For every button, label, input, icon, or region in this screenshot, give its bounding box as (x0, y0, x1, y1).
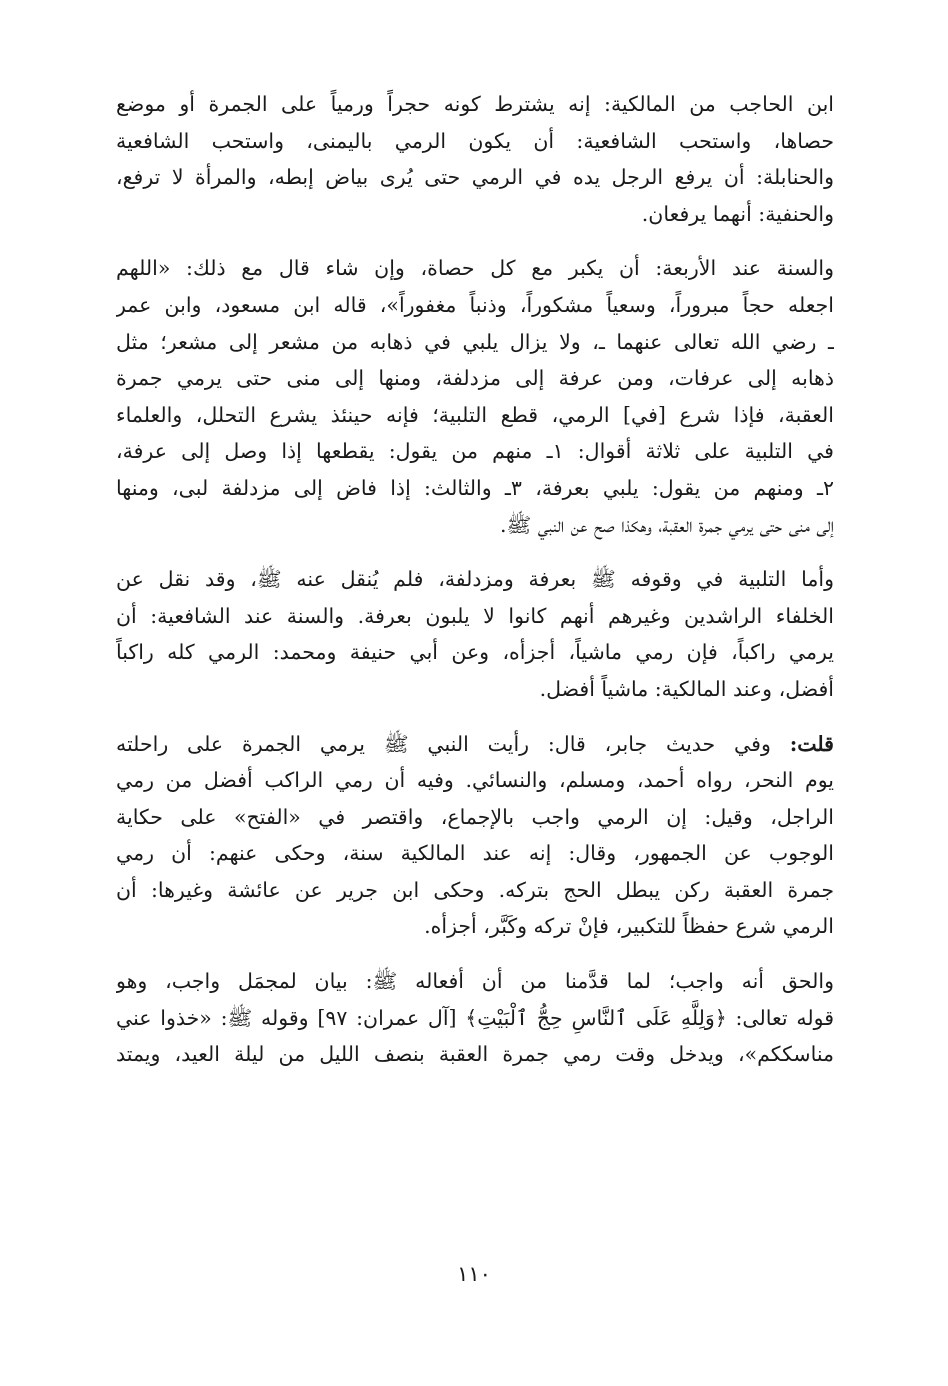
body-text (116, 86, 834, 1091)
text-line: اجعله حجاً مبروراً، وسعياً مشكوراً، وذنباً مغفوراً»، قاله ابن مسعود، وابن عمر (116, 292, 834, 317)
text-line: الرمي شرع حفظاً للتكبير، فإنْ تركه وكَبَّر، أجزأه. (424, 914, 834, 939)
paragraph-3 (116, 561, 834, 707)
text-line: والحق أنه واجب؛ لما قدَّمنا من أن أفعاله ﷺ: بيان لمجمَل واجب، وهو (116, 969, 834, 994)
text-line: ـ رضي الله تعالى عنهما ـ، ولا يزال يلبي في ذهابه من مشعر إلى مشعر؛ مثل (116, 329, 834, 354)
text-line: ذهابه إلى عرفات، ومن عرفة إلى مزدلفة، ومنها إلى منى حتى يرمي جمرة (116, 366, 834, 391)
paragraph-4 (116, 726, 834, 946)
text-line: ٢ـ ومنهم من يقول: يلبي بعرفة، ٣ـ والثالث: إذا فاض إلى مزدلفة لبى، ومنها (116, 475, 834, 500)
text-line: الراجل، وقيل: إن الرمي واجب بالإجماع، واقتصر في «الفتح» على حكاية (116, 804, 834, 829)
text-line: الخلفاء الراشدين وغيرهم أنهم كانوا لا يلبون بعرفة. والسنة عند الشافعية: أن (116, 603, 834, 628)
paragraph-2 (116, 250, 834, 543)
page-number: ١١٠ (457, 1262, 491, 1286)
text-line: وأما التلبية في وقوفه ﷺ بعرفة ومزدلفة، فلم يُنقل عنه ﷺ، وقد نقل عن (116, 567, 834, 592)
paragraph-5 (116, 963, 834, 1073)
text-line: والحنفية: أنهما يرفعان. (641, 201, 834, 226)
text-line: في التلبية على ثلاثة أقوال: ١ـ منهم من يقول: يقطعها إذا وصل إلى عرفة، (116, 439, 834, 464)
text-line (116, 726, 834, 763)
text-line: الوجوب عن الجمهور، وقال: إنه عند المالكية سنة، وحكى عنهم: أن رمي (116, 841, 834, 866)
paragraph-1 (116, 86, 834, 232)
text-line-rest: وفي حديث جابر، قال: رأيت النبي ﷺ يرمي الجمرة على راحلته (116, 731, 771, 756)
text-line: قوله تعالى: ﴿وَلِلَّهِ عَلَى ٱلنَّاسِ حِجُّ ٱلْبَيْتِ﴾ [آل عمران: ٩٧] وقوله ﷺ: «خذوا عني (116, 1005, 834, 1030)
text-line: العقبة، فإذا شرع [في] الرمي، قطع التلبية؛ فإنه حينئذ يشرع التحلل، والعلماء (116, 402, 834, 427)
text-line: يرمي راكباً، فإن رمي ماشياً، أجزأه، وعن أبي حنيفة ومحمد: الرمي كله راكباً (116, 640, 834, 665)
text-line: أفضل، وعند المالكية: ماشياً أفضل. (539, 676, 834, 701)
text-line: جمرة العقبة ركن يبطل الحج بتركه. وحكى ابن جرير عن عائشة وغيرها: أن (116, 877, 834, 902)
text-line: مناسككم»، ويدخل وقت رمي جمرة العقبة بنصف الليل من ليلة العيد، ويمتد (116, 1042, 834, 1067)
text-line: والسنة عند الأربعة: أن يكبر مع كل حصاة، وإن شاء قال مع ذلك: «اللهم (116, 256, 834, 281)
text-line: إلى منى حتى يرمي جمرة العقبة، وهكذا صح عن النبي ﷺ. (499, 512, 834, 537)
text-line: حصاها، واستحب الشافعية: أن يكون الرمي باليمنى، واستحب الشافعية (116, 128, 834, 153)
text-line: ابن الحاجب من المالكية: إنه يشترط كونه حجراً ورمياً على الجمرة أو موضع (116, 92, 834, 116)
text-line: والحنابلة: أن يرفع الرجل يده في الرمي حتى يُرى بياض إبطه، والمرأة لا ترفع، (116, 165, 834, 190)
paragraph-lead: قلت: (789, 731, 834, 756)
text-line: يوم النحر، رواه أحمد، ومسلم، والنسائي. وفيه أن رمي الراكب أفضل من رمي (116, 768, 834, 793)
